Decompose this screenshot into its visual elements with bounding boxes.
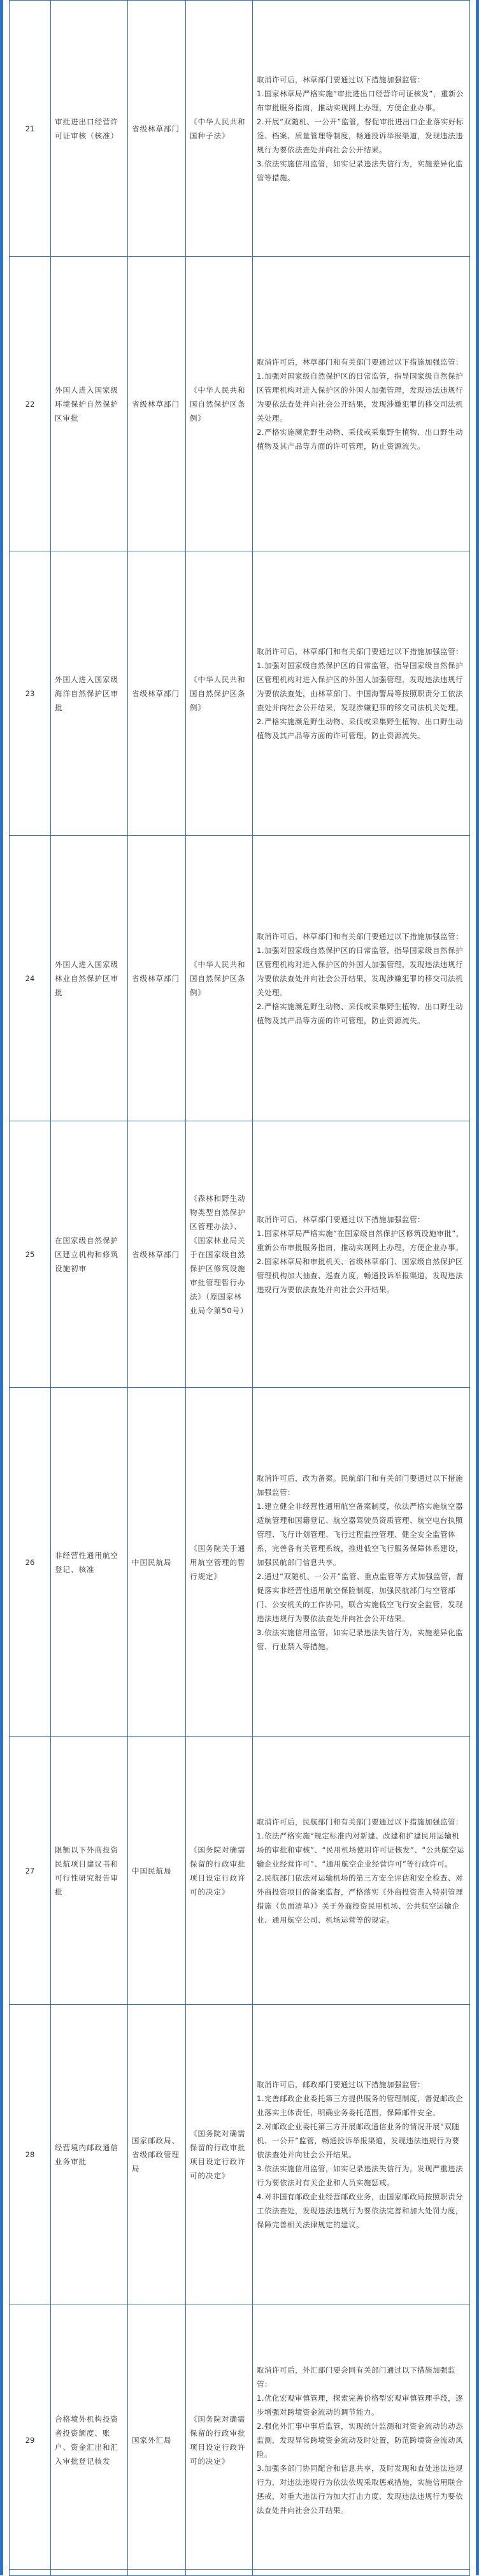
item-name-cell: 限额以下外商投资民航项目建议书和可行性研究报告审批 bbox=[51, 1737, 128, 2005]
measure-paragraph: 取消许可后，林草部门和有关部门要通过以下措施加强监管： bbox=[257, 646, 463, 656]
item-name-cell: 非经营性通用航空登记、核准 bbox=[51, 1388, 128, 1737]
row-number-cell: 28 bbox=[10, 2005, 51, 2304]
measures-cell bbox=[253, 1737, 470, 2005]
measure-paragraph: 取消许可后，改为备案。民航部门和有关部门要通过以下措施加强监管： bbox=[257, 1473, 463, 1497]
supervision-table bbox=[9, 0, 470, 2576]
measure-paragraph: 2.严格实施濒危野生动物、采伐或采集野生植物、出口野生动植物及其产品等方面的许可管理，防止资源流失。 bbox=[257, 427, 463, 451]
measures-cell bbox=[253, 2005, 470, 2304]
measures-cell bbox=[253, 257, 470, 551]
legal-basis-cell: 《国务院对确需保留的行政审批项目设定行政许可的决定》 bbox=[186, 1737, 253, 2005]
measure-paragraph: 2.严格实施濒危野生动物、采伐或采集野生植物、出口野生动植物及其产品等方面的许可管理，防止资源流失。 bbox=[257, 1001, 463, 1025]
row-number-cell: 22 bbox=[10, 257, 51, 551]
measure-paragraph: 取消许可后，民航部门和有关部门要通过以下措施加强监管： bbox=[257, 1817, 463, 1826]
measure-paragraph: 取消许可后，林草部门和有关部门要通过以下措施加强监管： bbox=[257, 931, 463, 941]
measure-paragraph: 取消许可后，林草部门要通过以下措施加强监管： bbox=[257, 75, 425, 84]
item-name-cell: 外国人进入国家级林业自然保护区审批 bbox=[51, 836, 128, 1121]
table-row bbox=[10, 1388, 470, 1737]
measures-cell bbox=[253, 836, 470, 1121]
measure-paragraph: 2.民航部门依法对运输机场的第三方安全评估和安全检查、对外商投资项目的备案监督，严格落实《外商投资准入特别管理措施（负面清单）》关于外商投资民用机场、公共航空运输企业、通用航空公司、机场运营等的规定。 bbox=[257, 1873, 463, 1925]
table-row bbox=[10, 1121, 470, 1388]
measure-paragraph: 3.依法实施信用监管，如实记录违法失信行为，实施差异化监管、行业禁入等措施。 bbox=[257, 1627, 463, 1651]
item-name-cell: 在国家级自然保护区建立机构和修筑设施初审 bbox=[51, 1121, 128, 1388]
legal-basis-cell: 《国务院对确需保留的行政审批项目设定行政许可的决定》 bbox=[186, 2005, 253, 2304]
department-cell: 省级林草部门 bbox=[128, 1, 186, 257]
measure-paragraph: 1.加强对国家级自然保护区的日常监管，指导国家级自然保护区管理机构对进入保护区的外国人加强管理，发现违法违规行为要依法查处并向社会公开结果，发现涉嫌犯罪的移交司法机关处理。 bbox=[257, 945, 463, 997]
measure-paragraph: 1.依法严格实施“规定标准内对新建、改建和扩建民用运输机场的审批和审核”、“民用机场使用许可证核发”、“公共航空运输企业经营许可”、“通用航空企业经营许可”等行政许可。 bbox=[257, 1831, 464, 1868]
measure-paragraph: 1.完善邮政企业委托第三方提供服务的管理制度，督促邮政企业落实主体责任，明确业务委托范围，保障邮件安全。 bbox=[257, 2093, 463, 2117]
measure-paragraph: 取消许可后，林草部门和有关部门要通过以下措施加强监管： bbox=[257, 357, 463, 367]
legal-basis-cell: 《国务院对确需保留的行政审批项目设定行政许可的决定》 bbox=[186, 2304, 253, 2576]
item-name-cell: 外国人进入国家级海洋自然保护区审批 bbox=[51, 551, 128, 836]
item-name-cell: 经营境内邮政通信业务审批 bbox=[51, 2005, 128, 2304]
measure-paragraph: 2.国家林草局和审批机关、省级林草部门、国家级自然保护区管理机构加大抽查、巡查力度，畅通投诉举报渠道，发现违法违规行为要依法查处并向社会公开结果。 bbox=[257, 1256, 463, 1294]
table-bottom-rule bbox=[9, 2569, 470, 2570]
measure-paragraph: 2.通过“双随机、一公开”监管、重点监管等方式加强监管，督促落实非经营性通用航空保险制度，加强民航部门与空管部门、公安机关的工作协同，联合实施低空飞行安全监管，发现违法违规行为要依法查处并向社会公开结果。 bbox=[257, 1571, 464, 1623]
measure-paragraph: 2.对邮政企业委托第三方开展邮政通信业务的情况开展“双随机、一公开”监管，畅通投诉举报渠道，发现违法违规行为要依法查处并向社会公开结果。 bbox=[257, 2121, 460, 2159]
legal-basis-cell: 《国务院关于通用航空管理的暂行规定》 bbox=[186, 1388, 253, 1737]
row-number-cell: 26 bbox=[10, 1388, 51, 1737]
legal-basis-cell: 《中华人民共和国自然保护区条例》 bbox=[186, 836, 253, 1121]
row-number-cell: 24 bbox=[10, 836, 51, 1121]
row-number-cell: 21 bbox=[10, 1, 51, 257]
department-cell: 中国民航局 bbox=[128, 1737, 186, 2005]
measure-paragraph: 2.强化外汇事中事后监管，实现统计监测和对资金流动的动态监测，发现异常跨境资金流动及时处置，防范跨境资金流动风险。 bbox=[257, 2421, 463, 2459]
measure-paragraph: 1.加强对国家级自然保护区的日常监管，指导国家级自然保护区管理机构对进入保护区的外国人加强管理，发现违法违规行为要依法查处，由林草部门、中国海警局等按照职责分工依法查处并向社会公开结果，发现涉嫌犯罪的移交司法机关处理。 bbox=[257, 660, 463, 712]
legal-basis-cell: 《森林和野生动物类型自然保护区管理办法》、《国家林业局关于在国家级自然保护区修筑设施审批管理暂行办法》（原国家林业局令第50号） bbox=[186, 1121, 253, 1388]
measure-paragraph: 3.依法实施信用监管，如实记录违法失信行为，发现严重违法行为要依法对有关企业和人员实施惩戒。 bbox=[257, 2164, 463, 2187]
measure-paragraph: 4.对非国有邮政企业经营邮政业务，由国家邮政局按照职责分工依法查处，发现违法违规行为要依法完善和加大处罚力度，保障完善相关法律规定的建议。 bbox=[257, 2192, 463, 2229]
measures-cell bbox=[253, 1, 470, 257]
table-row bbox=[10, 836, 470, 1121]
table-row bbox=[10, 257, 470, 551]
item-name-cell: 审批进出口经营许可证审核（核准） bbox=[51, 1, 128, 257]
left-border-accent bbox=[0, 0, 3, 2575]
legal-basis-cell: 《中华人民共和国种子法》 bbox=[186, 1, 253, 257]
table-body bbox=[10, 1, 470, 2576]
row-number-cell: 23 bbox=[10, 551, 51, 836]
right-border-accent bbox=[476, 0, 479, 2575]
table-row bbox=[10, 2304, 470, 2576]
measure-paragraph: 2.严格实施濒危野生动物、采伐或采集野生植物、出口野生动植物及其产品等方面的许可管理，防止资源流失。 bbox=[257, 717, 463, 740]
measure-paragraph: 2.开展“双随机、一公开”监管，督促审批进出口企业落实好标签、档案、质量管理等制度，畅通投诉举报渠道，发现违法违规行为要依法查处并向社会公开结果。 bbox=[257, 117, 464, 154]
item-name-cell: 合格境外机构投资者投资额度、账户、资金汇出和汇入审批登记核发 bbox=[51, 2304, 128, 2576]
row-number-cell: 25 bbox=[10, 1121, 51, 1388]
table-row bbox=[10, 2005, 470, 2304]
measures-cell bbox=[253, 1388, 470, 1737]
measure-paragraph: 取消许可后，林草部门要通过以下措施加强监管： bbox=[257, 1214, 425, 1224]
department-cell: 中国民航局 bbox=[128, 1388, 186, 1737]
legal-basis-cell: 《中华人民共和国自然保护区条例》 bbox=[186, 257, 253, 551]
measure-paragraph: 3.依法实施信用监管，如实记录违法失信行为，实施差异化监管等措施。 bbox=[257, 159, 463, 182]
measure-paragraph: 取消许可后，外汇部门要会同有关部门通过以下措施加强监管： bbox=[257, 2365, 455, 2389]
department-cell: 省级林草部门 bbox=[128, 257, 186, 551]
department-cell: 省级林草部门 bbox=[128, 551, 186, 836]
department-cell: 省级林草部门 bbox=[128, 1121, 186, 1388]
item-name-cell: 外国人进入国家级环境保护自然保护区审批 bbox=[51, 257, 128, 551]
measures-cell bbox=[253, 2304, 470, 2576]
department-cell: 国家外汇局 bbox=[128, 2304, 186, 2576]
row-number-cell: 27 bbox=[10, 1737, 51, 2005]
measure-paragraph: 1.国家林草局严格实施“在国家级自然保护区修筑设施审批”，重新公布审批服务指南，推动实现网上办理，方便企业办事。 bbox=[257, 1228, 464, 1252]
measure-paragraph: 3.加强多部门协同配合和信息共享，及时发现和查处违法违规行为，对违法违规行为依法依规采取惩戒措施，实施信用联合惩戒，对重大违法行为加大打击力度，发现违法违规行为要依法查处并向社会公开结果。 bbox=[257, 2463, 463, 2515]
measure-paragraph: 1.国家林草局严格实施“审批进出口经营许可证核发”，重新公布审批服务指南，推动实现网上办理，方便企业办事。 bbox=[257, 89, 464, 112]
table-row bbox=[10, 1737, 470, 2005]
measure-paragraph: 1.加强对国家级自然保护区的日常监管，指导国家级自然保护区管理机构对进入保护区的外国人加强管理，发现违法违规行为要依法查处并向社会公开结果，发现涉嫌犯罪的移交司法机关处理。 bbox=[257, 371, 463, 423]
table-row bbox=[10, 551, 470, 836]
measure-paragraph: 1.优化宏观审慎管理，探索完善价格型宏观审慎管理手段，逐步增强对跨境资金流动的调节能力。 bbox=[257, 2393, 463, 2417]
measures-cell bbox=[253, 1121, 470, 1388]
measure-paragraph: 取消许可后，邮政部门要通过以下措施加强监管： bbox=[257, 2079, 425, 2089]
measure-paragraph: 1.建立健全非经营性通用航空备案制度，依法严格实施航空器适航管理和国籍登记、航空器驾驶员资质管理、航空电台执照管理、飞行计划管理、飞行过程监控管理、健全安全监管体系，完善各有关管理系统，推进低空飞行服务保障体系建设，加强民航部门信息共享。 bbox=[257, 1501, 463, 1567]
table-row bbox=[10, 1, 470, 257]
row-number-cell: 29 bbox=[10, 2304, 51, 2576]
measures-cell bbox=[253, 551, 470, 836]
department-cell: 国家邮政局、省级邮政管理局 bbox=[128, 2005, 186, 2304]
department-cell: 省级林草部门 bbox=[128, 836, 186, 1121]
legal-basis-cell: 《中华人民共和国自然保护区条例》 bbox=[186, 551, 253, 836]
